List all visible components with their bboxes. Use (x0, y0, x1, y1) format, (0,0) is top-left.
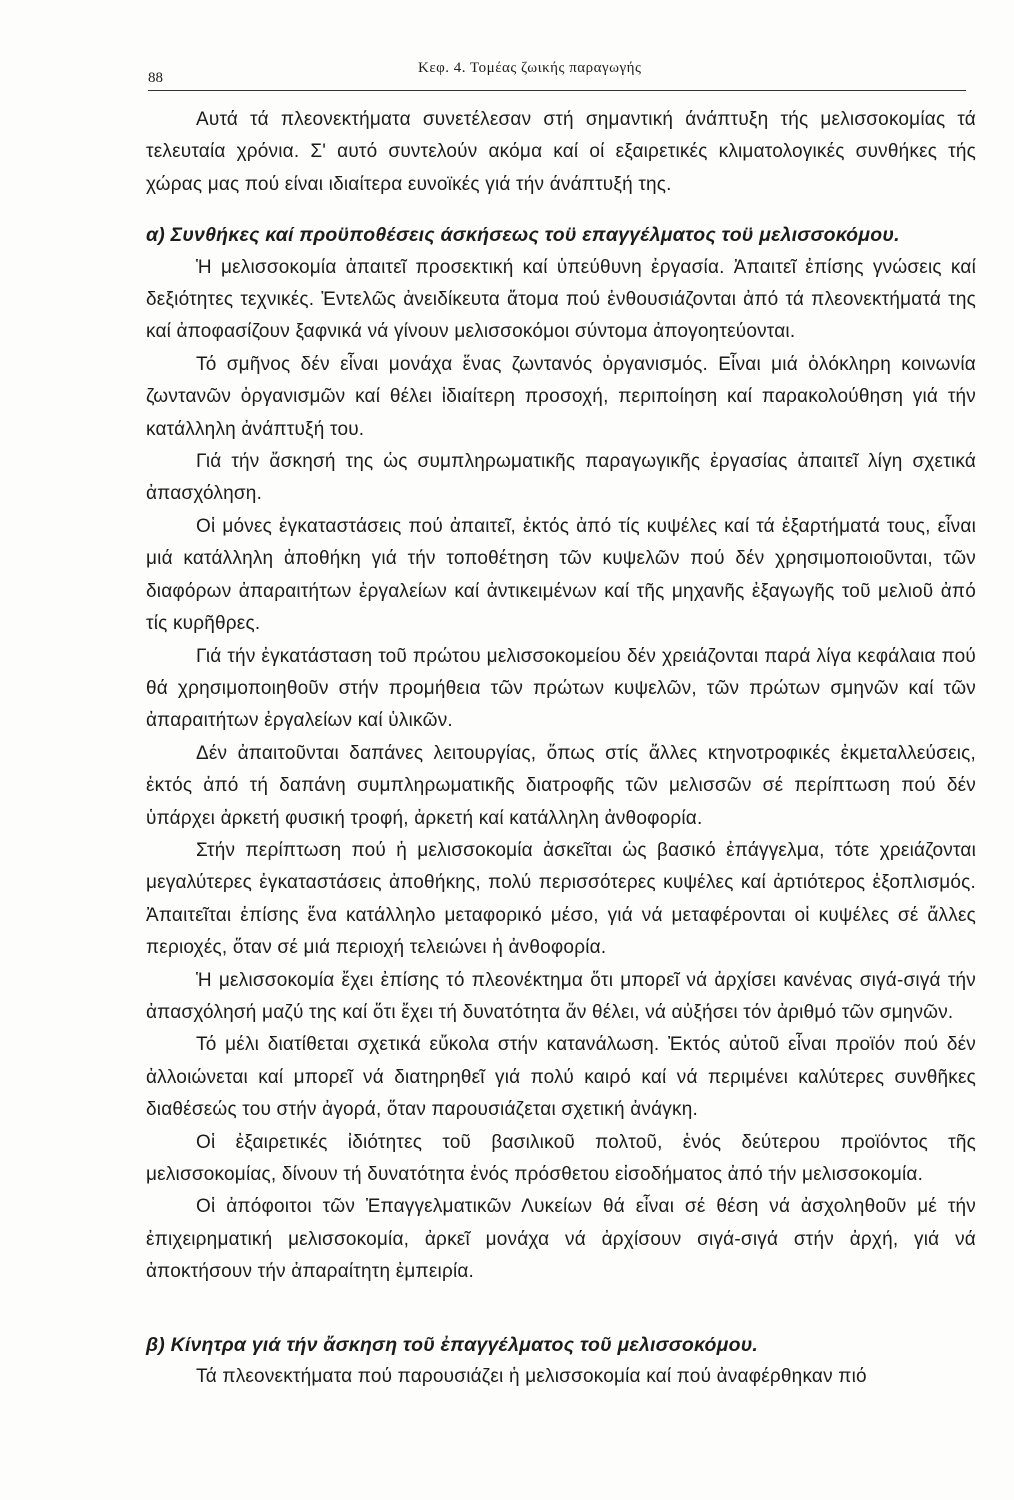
section-a-paragraph-5: Γιά τήν ἐγκατάσταση τοῦ πρώτου μελισσοκομείου δέν χρειάζονται παρά λίγα κεφάλαια πού θά χρησιμοποιηθοῦν στήν προμήθεια τῶν πρώτων κυψελῶν, τῶν πρώτων σμηνῶν καί τῶν ἀπαραιτήτων ἐργαλείων καί ὑλικῶν. (146, 645, 976, 732)
intro-paragraph: Αυτά τά πλεονεκτήματα συνετέλεσαν στή σημαντική άνάπτυξη τής μελισσοκομίας τά τελευταία χρόνια. Σ' αυτό συντελούν ακόμα καί οί εξαιρετικές κλιματολογικές συνθήκες τής χώρας μας πού είναι ιδιαίτερα ευνοϊκές γιά τήν άνάπτυξή της. (146, 109, 976, 195)
section-a-heading: α) Συνθήκες καί προϋποθέσεις άσκήσεως τοϋ επαγγέλματος τοϋ μελισσοκόμου. (146, 224, 900, 247)
section-a-paragraph-10: Οἱ ἐξαιρετικές ἰδιότητες τοῦ βασιλικοῦ πολτοῦ, ἑνός δεύτερου προϊόντος τῆς μελισσοκομίας, δίνουν τή δυνατότητα ἑνός πρόσθετου εἰσοδήματος ἀπό τήν μελισσοκομία. (146, 1131, 976, 1185)
section-a-paragraph-7: Στήν περίπτωση πού ἡ μελισσοκομία ἀσκεῖται ὡς βασικό ἐπάγγελμα, τότε χρειάζονται μεγαλύτερες ἐγκαταστάσεις ἀποθήκης, πολύ περισσότερες κυψέλες καί ἀρτιότερος ἐξοπλισμός. Ἀπαιτεῖται ἐπίσης ἕνα κατάλληλο μεταφορικό μέσο, γιά νά μεταφέρονται οἱ κυψέλες σέ ἄλλες περιοχές, ὅταν σέ μιά περιοχή τελειώνει ἡ ἀνθοφορία. (146, 839, 976, 959)
section-a-paragraph-11: Οἱ ἀπόφοιτοι τῶν Ἐπαγγελματικῶν Λυκείων θά εἶναι σέ θέση νά ἀσχοληθοῦν μέ τήν ἐπιχειρηματική μελισσοκομία, ἀρκεῖ μονάχα νά ἀρχίσουν σιγά-σιγά στήν ἀρχή, γιά νά ἀποκτήσουν τήν ἀπαραίτητη ἐμπειρία. (146, 1196, 976, 1283)
section-a-paragraph-4: Οἱ μόνες ἐγκαταστάσεις πού ἀπαιτεῖ, ἐκτός ἀπό τίς κυψέλες καί τά ἐξαρτήματά τους, εἶναι μιά κατάλληλη ἀποθήκη γιά τήν τοποθέτηση τῶν κυψελῶν πού δέν χρησιμοποιοῦνται, τῶν διαφόρων ἀπαραιτήτων ἐργαλείων καί ἀντικειμένων καί τῆς μηχανῆς ἐξαγωγῆς τοῦ μελιοῦ ἀπό τίς κυρῆθρες. (146, 515, 976, 635)
running-header (148, 60, 966, 91)
section-a-paragraph-6: Δέν ἀπαιτοῦνται δαπάνες λειτουργίας, ὅπως στίς ἄλλες κτηνοτροφικές ἐκμεταλλεύσεις, ἐκτός ἀπό τή δαπάνη συμπληρωματικῆς διατροφῆς τῶν μελισσῶν σέ περίπτωση πού δέν ὑπάρχει ἀρκετή φυσική τροφή, ἀρκετή καί κατάλληλη ἀνθοφορία. (146, 742, 976, 829)
section-a-paragraph-9: Τό μέλι διατίθεται σχετικά εὔκολα στήν κατανάλωση. Ἐκτός αὐτοῦ εἶναι προϊόν πού δέν ἀλλοιώνεται καί μπορεῖ νά διατηρηθεῖ γιά πολύ καιρό καί νά περιμένει καλύτερες συνθῆκες διαθέσεώς του στήν ἀγορά, ὅταν παρουσιάζεται σχετική ἀνάγκη. (146, 1034, 976, 1121)
page-number: 88 (148, 70, 163, 86)
section-a-paragraph-3: Γιά τήν ἄσκησή της ὡς συμπληρωματικῆς παραγωγικῆς ἐργασίας ἀπαιτεῖ λίγη σχετικά ἀπασχόληση. (146, 451, 976, 505)
section-b-heading: β) Κίνητρα γιά τήν ἄσκηση τοῦ ἐπαγγέλματος τοῦ μελισσοκόμου. (146, 1333, 759, 1356)
section-b-lead-paragraph: Τά πλεονεκτήματα πού παρουσιάζει ἡ μελισσοκομία καί πού ἀναφέρθηκαν πιό (196, 1366, 867, 1388)
section-a-paragraph-8: Ἡ μελισσοκομία ἔχει ἐπίσης τό πλεονέκτημα ὅτι μπορεῖ νά ἀρχίσει κανένας σιγά-σιγά τήν ἀπασχόλησή μαζύ της καί ὅτι ἔχει τή δυνατότητα ἄν θέλει, νά αὐξήσει τόν ἀριθμό τῶν σμηνῶν. (146, 969, 976, 1023)
page-body (146, 104, 976, 1393)
section-a-paragraph-1: Ἡ μελισσοκομία ἀπαιτεῖ προσεκτική καί ὑπεύθυνη ἐργασία. Ἀπαιτεῖ ἐπίσης γνώσεις καί δεξιότητες τεχνικές. Ἐντελῶς ἀνειδίκευτα ἄτομα πού ἐνθουσιάζονται ἀπό τά πλεονεκτήματά της καί ἀποφασίζουν ξαφνικά νά γίνουν μελισσοκόμοι σύντομα ἀπογοητεύονται. (146, 256, 976, 343)
section-a-paragraph-2: Τό σμῆνος δέν εἶναι μονάχα ἕνας ζωντανός ὀργανισμός. Εἶναι μιά ὁλόκληρη κοινωνία ζωντανῶν ὀργανισμῶν καί θέλει ἰδιαίτερη προσοχή, περιποίηση καί παρακολούθηση γιά τήν κατάλληλη ἀνάπτυξή του. (146, 353, 976, 440)
running-title: Κεφ. 4. Τομέας ζωικής παραγωγής (418, 60, 642, 76)
